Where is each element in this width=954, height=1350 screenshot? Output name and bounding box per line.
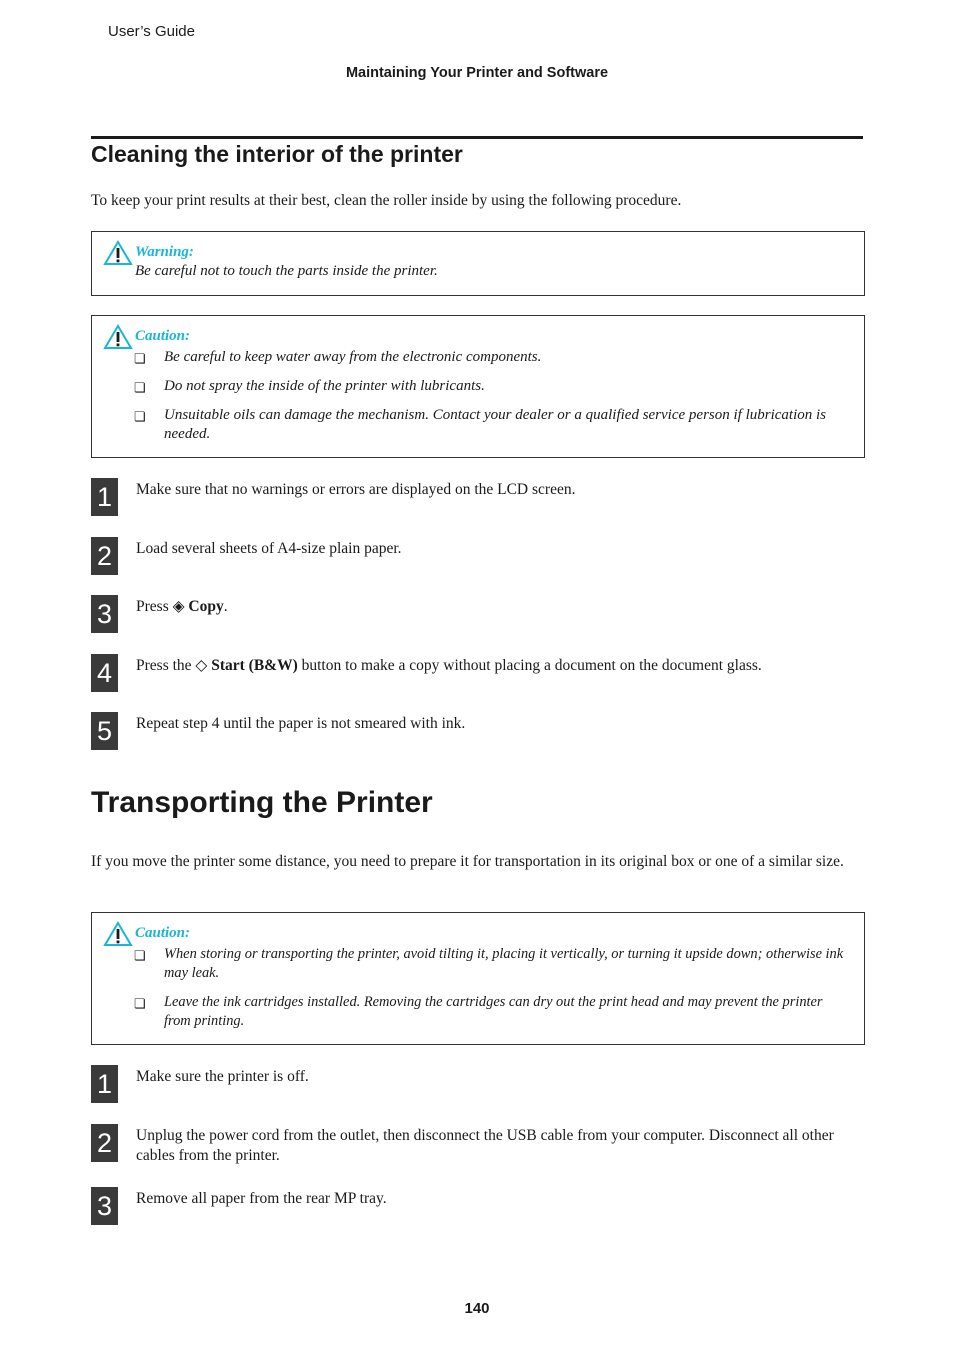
page-number: 140 bbox=[464, 1300, 490, 1317]
step-text: Remove all paper from the rear MP tray. bbox=[136, 1190, 387, 1207]
list-item: ❏ Be careful to keep water away from the electronic components. bbox=[134, 349, 542, 366]
transporting-intro: If you move the printer some distance, you need to prepare it for transportation in its original box or one of a similar size. bbox=[91, 853, 844, 870]
warning-title: Warning: bbox=[135, 244, 194, 260]
warning-box bbox=[91, 231, 865, 296]
step-item bbox=[91, 654, 865, 694]
warning-triangle-icon bbox=[103, 240, 133, 266]
checkbox-bullet-icon: ❏ bbox=[134, 996, 146, 1011]
step-number-badge: 3 bbox=[91, 595, 118, 633]
step-number-badge: 2 bbox=[91, 1124, 118, 1162]
step-item bbox=[91, 537, 865, 577]
step-number-badge: 4 bbox=[91, 654, 118, 692]
section-heading-cleaning: Cleaning the interior of the printer bbox=[91, 141, 463, 167]
step-number-badge: 3 bbox=[91, 1187, 118, 1225]
caution-title: Caution: bbox=[135, 925, 191, 941]
step-item bbox=[91, 1065, 865, 1105]
warning-triangle-icon bbox=[103, 324, 133, 350]
caution-title: Caution: bbox=[135, 328, 191, 344]
copy-button-label: Copy bbox=[184, 598, 224, 615]
checkbox-bullet-icon: ❏ bbox=[134, 351, 146, 366]
warning-text: Be careful not to touch the parts inside the printer. bbox=[135, 263, 438, 279]
list-item: ❏ Leave the ink cartridges installed. Removing the cartridges can dry out the print head and may prevent the printer from printing. bbox=[134, 994, 823, 1029]
step-text: Unplug the power cord from the outlet, then disconnect the USB cable from your computer. Disconnect all other cables from the printer. bbox=[136, 1127, 834, 1164]
checkbox-bullet-icon: ❏ bbox=[134, 409, 146, 424]
list-item: ❏ Unsuitable oils can damage the mechanism. Contact your dealer or a qualified service person if lubrication is needed. bbox=[134, 407, 826, 442]
checkbox-bullet-icon: ❏ bbox=[134, 948, 146, 963]
step-item bbox=[91, 1187, 865, 1227]
list-item: ❏ Do not spray the inside of the printer with lubricants. bbox=[134, 378, 485, 395]
step-text: Press the ◇ Start (B&W) button to make a copy without placing a document on the document glass. bbox=[136, 657, 762, 674]
section-heading-transporting: Transporting the Printer bbox=[91, 786, 433, 819]
section-rule bbox=[91, 136, 863, 139]
step-item bbox=[91, 595, 865, 635]
caution-box-cleaning bbox=[91, 315, 865, 458]
step-text: Repeat step 4 until the paper is not smeared with ink. bbox=[136, 715, 466, 732]
warning-triangle-icon bbox=[103, 921, 133, 947]
step-item bbox=[91, 712, 865, 752]
step-text: Make sure the printer is off. bbox=[136, 1068, 309, 1085]
running-header-guide: User’s Guide bbox=[108, 23, 195, 40]
step-item bbox=[91, 1124, 865, 1164]
step-number-badge: 1 bbox=[91, 1065, 118, 1103]
copy-mode-icon: ◈ bbox=[172, 598, 185, 615]
start-diamond-icon: ◇ bbox=[195, 657, 208, 674]
caution-box-transporting bbox=[91, 912, 865, 1045]
step-item bbox=[91, 478, 865, 518]
step-number-badge: 5 bbox=[91, 712, 118, 750]
step-text: Load several sheets of A4-size plain paper. bbox=[136, 540, 402, 557]
checkbox-bullet-icon: ❏ bbox=[134, 380, 146, 395]
step-text: Make sure that no warnings or errors are displayed on the LCD screen. bbox=[136, 481, 576, 498]
list-item: ❏ When storing or transporting the printer, avoid tilting it, placing it vertically, or turning it upside down; otherwise ink may leak. bbox=[134, 946, 844, 981]
step-number-badge: 2 bbox=[91, 537, 118, 575]
start-button-label: Start (B&W) bbox=[207, 657, 298, 674]
step-text: Press ◈ Copy. bbox=[136, 598, 228, 615]
chapter-title: Maintaining Your Printer and Software bbox=[345, 65, 609, 81]
cleaning-intro: To keep your print results at their best, clean the roller inside by using the following procedure. bbox=[91, 192, 682, 209]
step-number-badge: 1 bbox=[91, 478, 118, 516]
